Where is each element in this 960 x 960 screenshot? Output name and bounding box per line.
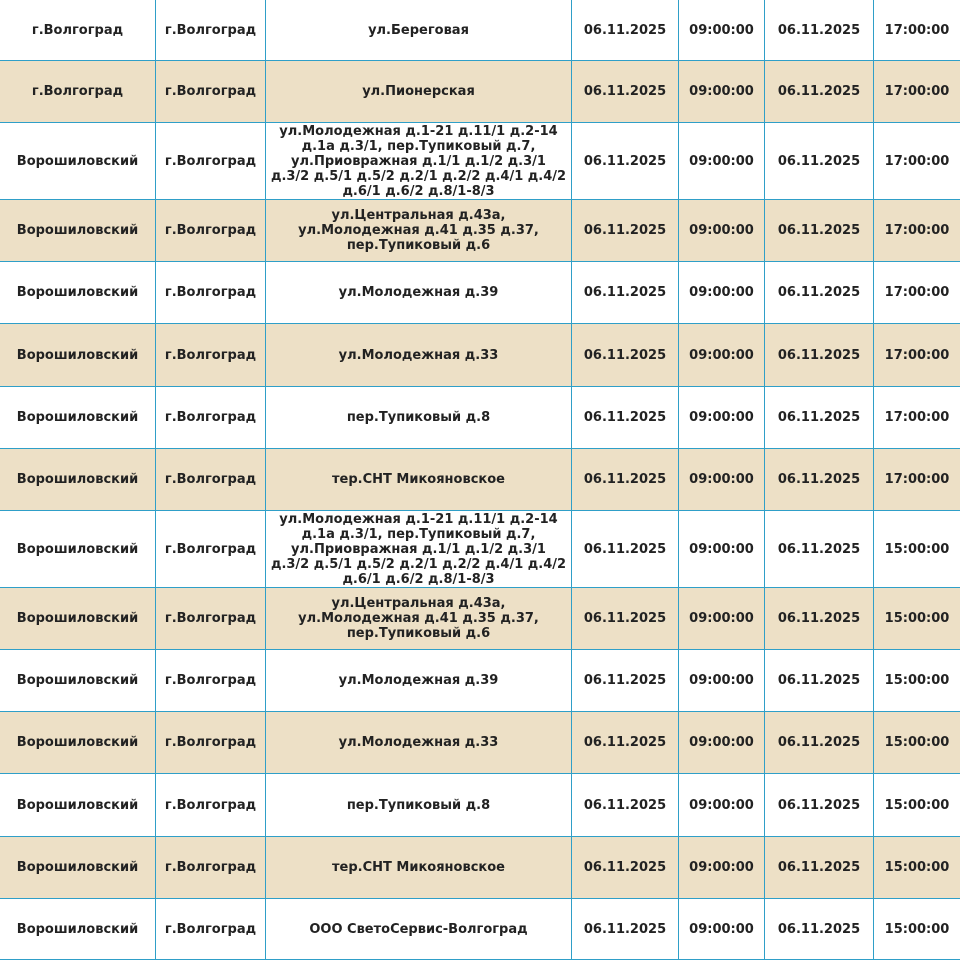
end-date-cell: 06.11.2025 (765, 449, 874, 511)
district-cell: Ворошиловский (0, 588, 156, 650)
city-cell: г.Волгоград (156, 0, 266, 61)
table-row (0, 588, 960, 650)
city-cell: г.Волгоград (156, 837, 266, 899)
table-row (0, 449, 960, 511)
start-date-cell: 06.11.2025 (572, 61, 679, 123)
start-date-cell: 06.11.2025 (572, 262, 679, 324)
end-time-cell: 17:00:00 (874, 200, 960, 262)
table-row (0, 387, 960, 449)
start-time-cell: 09:00:00 (679, 0, 765, 61)
district-cell: Ворошиловский (0, 262, 156, 324)
table-row (0, 262, 960, 324)
start-time-cell: 09:00:00 (679, 200, 765, 262)
start-date-cell: 06.11.2025 (572, 449, 679, 511)
start-time-cell: 09:00:00 (679, 588, 765, 650)
city-cell: г.Волгоград (156, 650, 266, 712)
address-cell: ул.Молодежная д.39 (266, 650, 572, 712)
table-row (0, 324, 960, 387)
address-cell: тер.СНТ Микояновское (266, 837, 572, 899)
start-date-cell: 06.11.2025 (572, 200, 679, 262)
end-date-cell: 06.11.2025 (765, 0, 874, 61)
city-cell: г.Волгоград (156, 712, 266, 774)
table-row (0, 899, 960, 960)
start-date-cell: 06.11.2025 (572, 837, 679, 899)
district-cell: Ворошиловский (0, 650, 156, 712)
table-row (0, 650, 960, 712)
start-time-cell: 09:00:00 (679, 324, 765, 387)
start-time-cell: 09:00:00 (679, 61, 765, 123)
end-date-cell: 06.11.2025 (765, 200, 874, 262)
address-cell: ул.Береговая (266, 0, 572, 61)
city-cell: г.Волгоград (156, 449, 266, 511)
start-date-cell: 06.11.2025 (572, 123, 679, 200)
end-date-cell: 06.11.2025 (765, 650, 874, 712)
start-time-cell: 09:00:00 (679, 712, 765, 774)
start-date-cell: 06.11.2025 (572, 0, 679, 61)
address-cell: ул.Центральная д.43а, ул.Молодежная д.41 д.35 д.37, пер.Тупиковый д.6 (266, 588, 572, 650)
city-cell: г.Волгоград (156, 61, 266, 123)
end-date-cell: 06.11.2025 (765, 511, 874, 588)
address-cell: ул.Пионерская (266, 61, 572, 123)
table-row (0, 511, 960, 588)
start-date-cell: 06.11.2025 (572, 324, 679, 387)
district-cell: Ворошиловский (0, 449, 156, 511)
end-time-cell: 15:00:00 (874, 511, 960, 588)
start-time-cell: 09:00:00 (679, 262, 765, 324)
end-date-cell: 06.11.2025 (765, 899, 874, 960)
start-time-cell: 09:00:00 (679, 899, 765, 960)
city-cell: г.Волгоград (156, 774, 266, 837)
district-cell: Ворошиловский (0, 511, 156, 588)
end-date-cell: 06.11.2025 (765, 387, 874, 449)
end-date-cell: 06.11.2025 (765, 588, 874, 650)
end-time-cell: 17:00:00 (874, 324, 960, 387)
district-cell: Ворошиловский (0, 324, 156, 387)
start-date-cell: 06.11.2025 (572, 774, 679, 837)
end-date-cell: 06.11.2025 (765, 774, 874, 837)
table-row (0, 123, 960, 200)
district-cell: Ворошиловский (0, 837, 156, 899)
table-row (0, 200, 960, 262)
city-cell: г.Волгоград (156, 387, 266, 449)
address-cell: ул.Молодежная д.33 (266, 324, 572, 387)
start-time-cell: 09:00:00 (679, 650, 765, 712)
end-time-cell: 15:00:00 (874, 712, 960, 774)
end-date-cell: 06.11.2025 (765, 324, 874, 387)
start-date-cell: 06.11.2025 (572, 588, 679, 650)
end-time-cell: 17:00:00 (874, 0, 960, 61)
city-cell: г.Волгоград (156, 511, 266, 588)
city-cell: г.Волгоград (156, 123, 266, 200)
end-date-cell: 06.11.2025 (765, 61, 874, 123)
address-cell: ул.Молодежная д.39 (266, 262, 572, 324)
start-date-cell: 06.11.2025 (572, 387, 679, 449)
address-cell: ООО СветоСервис-Волгоград (266, 899, 572, 960)
city-cell: г.Волгоград (156, 588, 266, 650)
end-time-cell: 15:00:00 (874, 650, 960, 712)
end-time-cell: 17:00:00 (874, 262, 960, 324)
address-cell: пер.Тупиковый д.8 (266, 774, 572, 837)
address-cell: тер.СНТ Микояновское (266, 449, 572, 511)
table-row (0, 712, 960, 774)
city-cell: г.Волгоград (156, 262, 266, 324)
start-date-cell: 06.11.2025 (572, 712, 679, 774)
end-date-cell: 06.11.2025 (765, 837, 874, 899)
start-time-cell: 09:00:00 (679, 449, 765, 511)
start-time-cell: 09:00:00 (679, 511, 765, 588)
start-time-cell: 09:00:00 (679, 837, 765, 899)
city-cell: г.Волгоград (156, 899, 266, 960)
end-time-cell: 15:00:00 (874, 588, 960, 650)
start-date-cell: 06.11.2025 (572, 650, 679, 712)
city-cell: г.Волгоград (156, 200, 266, 262)
district-cell: Ворошиловский (0, 712, 156, 774)
table-row (0, 774, 960, 837)
end-time-cell: 17:00:00 (874, 123, 960, 200)
address-cell: пер.Тупиковый д.8 (266, 387, 572, 449)
district-cell: г.Волгоград (0, 0, 156, 61)
district-cell: Ворошиловский (0, 899, 156, 960)
end-time-cell: 15:00:00 (874, 837, 960, 899)
end-time-cell: 17:00:00 (874, 387, 960, 449)
address-cell: ул.Молодежная д.33 (266, 712, 572, 774)
address-cell: ул.Центральная д.43а, ул.Молодежная д.41 д.35 д.37, пер.Тупиковый д.6 (266, 200, 572, 262)
district-cell: Ворошиловский (0, 200, 156, 262)
end-time-cell: 15:00:00 (874, 774, 960, 837)
start-date-cell: 06.11.2025 (572, 511, 679, 588)
start-time-cell: 09:00:00 (679, 123, 765, 200)
start-time-cell: 09:00:00 (679, 387, 765, 449)
start-time-cell: 09:00:00 (679, 774, 765, 837)
district-cell: г.Волгоград (0, 61, 156, 123)
district-cell: Ворошиловский (0, 387, 156, 449)
district-cell: Ворошиловский (0, 774, 156, 837)
end-date-cell: 06.11.2025 (765, 712, 874, 774)
district-cell: Ворошиловский (0, 123, 156, 200)
address-cell: ул.Молодежная д.1-21 д.11/1 д.2-14 д.1а д.3/1, пер.Тупиковый д.7, ул.Приовражная д.1/1 д.1/2 д.3/1 д.3/2 д.5/1 д.5/2 д.2/1 д.2/2 д.4/1 д.4/2 д.6/1 д.6/2 д.8/1-8/3 (266, 511, 572, 588)
table-row (0, 61, 960, 123)
end-time-cell: 17:00:00 (874, 61, 960, 123)
end-date-cell: 06.11.2025 (765, 123, 874, 200)
table-row (0, 0, 960, 61)
end-time-cell: 15:00:00 (874, 899, 960, 960)
end-time-cell: 17:00:00 (874, 449, 960, 511)
city-cell: г.Волгоград (156, 324, 266, 387)
address-cell: ул.Молодежная д.1-21 д.11/1 д.2-14 д.1а д.3/1, пер.Тупиковый д.7, ул.Приовражная д.1/1 д.1/2 д.3/1 д.3/2 д.5/1 д.5/2 д.2/1 д.2/2 д.4/1 д.4/2 д.6/1 д.6/2 д.8/1-8/3 (266, 123, 572, 200)
end-date-cell: 06.11.2025 (765, 262, 874, 324)
start-date-cell: 06.11.2025 (572, 899, 679, 960)
table-row (0, 837, 960, 899)
